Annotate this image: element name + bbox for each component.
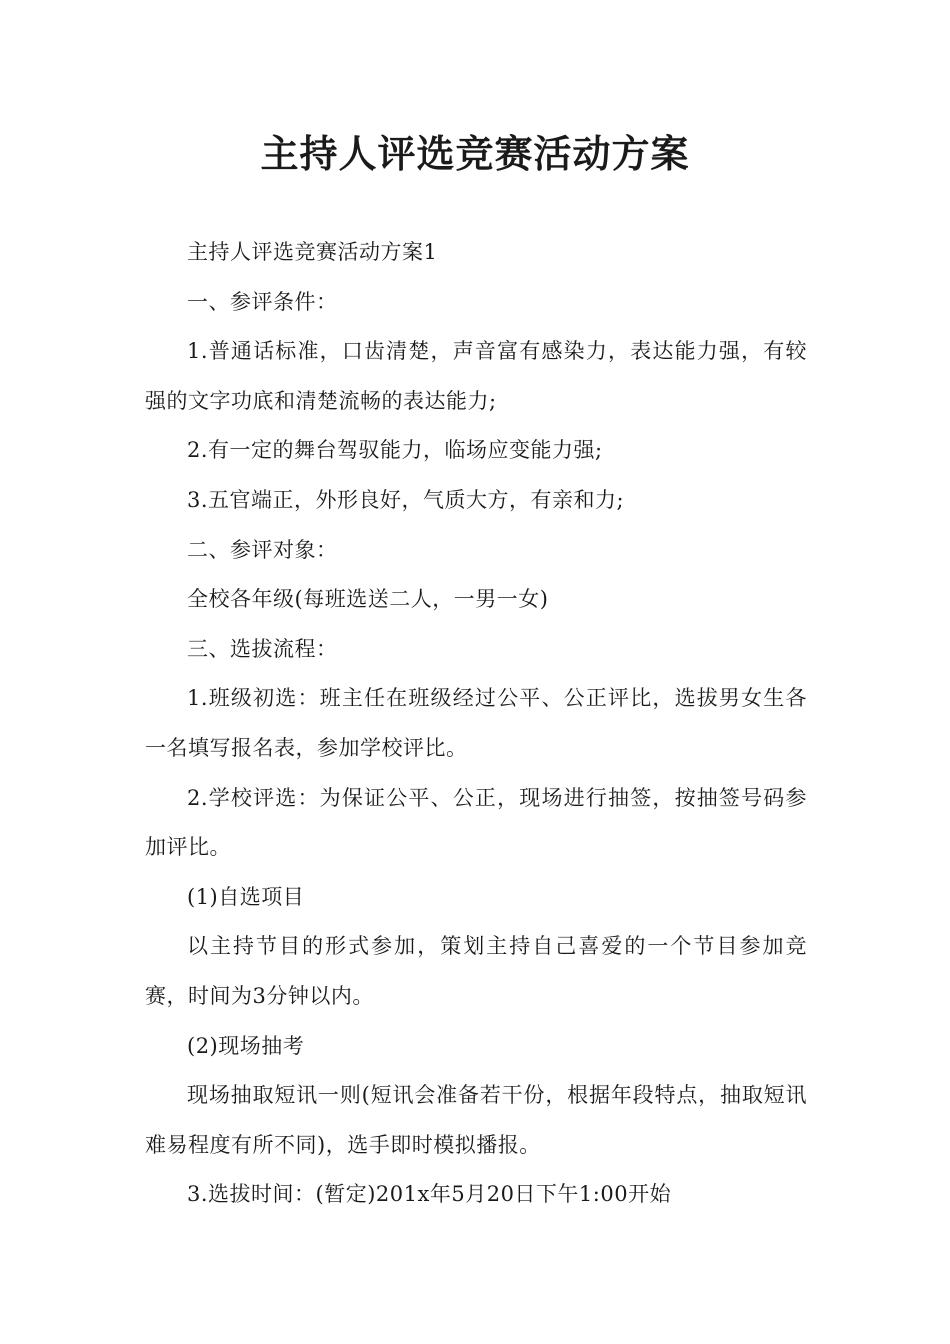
paragraph: 现场抽取短讯一则(短讯会准备若干份，根据年段特点，抽取短讯难易程度有所不同)，选手即时模拟播报。	[145, 1083, 807, 1157]
document-body	[145, 228, 807, 1220]
paragraph: 3.五官端正，外形良好，气质大方，有亲和力;	[187, 487, 625, 512]
paragraph: 三、选拔流程：	[187, 636, 338, 661]
paragraph: 3.选拔时间：(暂定)201x年5月20日下午1:00开始	[187, 1182, 672, 1207]
paragraph: 2.学校评选：为保证公平、公正，现场进行抽签，按抽签号码参加评比。	[145, 785, 807, 860]
paragraph: 2.有一定的舞台驾驭能力，临场应变能力强;	[187, 438, 603, 463]
paragraph: 主持人评选竞赛活动方案1	[187, 240, 438, 264]
paragraph: 1.班级初选：班主任在班级经过公平、公正评比，选拔男女生各一名填写报名表，参加学校评比。	[145, 686, 807, 760]
paragraph: 二、参评对象：	[187, 537, 338, 562]
paragraph: 1.普通话标准，口齿清楚，声音富有感染力，表达能力强，有较强的文字功底和清楚流畅的表达能力;	[145, 339, 807, 413]
document-title: 主持人评选竞赛活动方案	[260, 131, 690, 176]
paragraph: 全校各年级(每班选送二人，一男一女)	[187, 587, 549, 612]
paragraph: (1)自选项目	[187, 884, 305, 909]
paragraph: 以主持节目的形式参加，策划主持自己喜爱的一个节目参加竞赛，时间为3分钟以内。	[145, 934, 807, 1008]
paragraph: 一、参评条件：	[187, 289, 338, 314]
paragraph: (2)现场抽考	[187, 1033, 305, 1058]
